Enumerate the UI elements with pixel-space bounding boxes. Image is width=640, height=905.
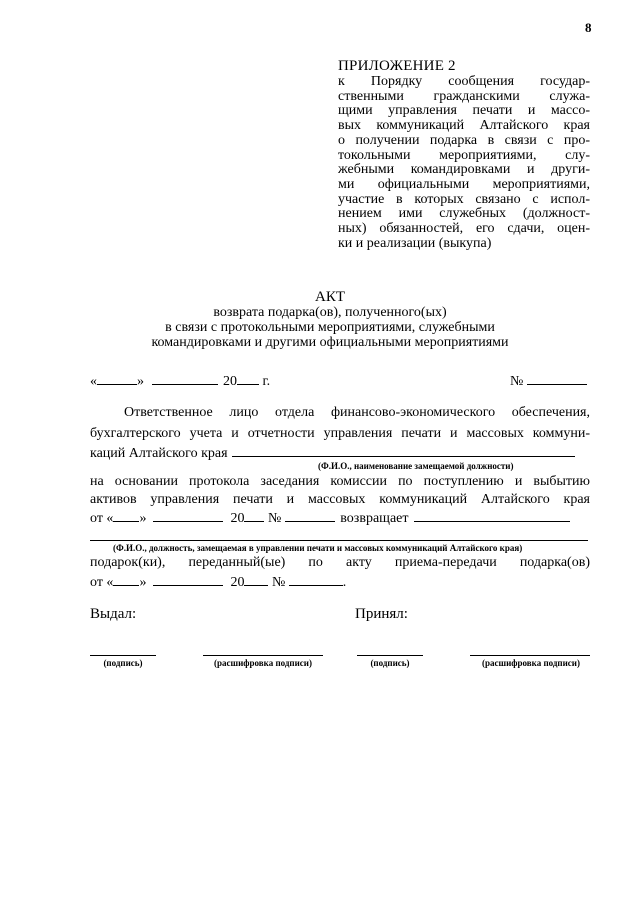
text-word: приема-передачи — [394, 555, 497, 570]
act-heading — [120, 290, 540, 350]
appendix-line: вых коммуникаций Алтайского края — [338, 118, 590, 134]
act-number-line — [510, 372, 587, 390]
text-line: Ответственное лицо отдела финансово-экономического обеспечения, — [124, 405, 590, 420]
transfer-number-blank[interactable] — [289, 573, 343, 586]
text-word: подарка(ов) — [519, 555, 590, 570]
returnee-blank[interactable] — [414, 509, 570, 522]
act-subtitle-line: в связи с протокольными мероприятиями, служебными — [165, 320, 495, 335]
appendix-line: ки и реализации (выкупа) — [338, 235, 492, 251]
text-fragment: 20 — [230, 511, 245, 526]
text-fragment: 20 — [230, 575, 245, 590]
appendix-line: ных) обязанностей, его сдачи, оцен- — [338, 221, 590, 237]
text-word: переданный(ые) — [188, 555, 286, 570]
text-line: бухгалтерского учета и отчетности управления печати и массовых коммуни- — [90, 426, 590, 441]
protocol-year-blank[interactable] — [244, 509, 264, 522]
responsible-person-blank[interactable] — [232, 444, 575, 457]
text-fragment: № — [267, 511, 282, 526]
returnee-full-line[interactable] — [90, 540, 588, 541]
act-subtitle-line: возврата подарка(ов), полученного(ых) — [213, 305, 447, 320]
text-fragment: от « — [90, 511, 114, 526]
protocol-day-blank[interactable] — [113, 509, 139, 522]
caption-fio-position: (Ф.И.О., наименование замещаемой должности) — [318, 461, 514, 471]
issued-label: Выдал: — [90, 606, 137, 622]
appendix-line: к Порядку сообщения государ- — [338, 74, 590, 89]
protocol-month-blank[interactable] — [153, 509, 223, 522]
gift-transfer-line — [90, 555, 590, 571]
page-number: 8 — [585, 20, 592, 35]
month-blank[interactable] — [152, 372, 218, 385]
protocol-date-line — [90, 509, 590, 527]
number-sign: № — [510, 374, 524, 389]
receiver-decoding-caption: (расшифровка подписи) — [482, 658, 580, 668]
text-fragment: . — [342, 575, 347, 590]
appendix-title: ПРИЛОЖЕНИЕ 2 — [338, 58, 456, 74]
transfer-year-blank[interactable] — [244, 573, 268, 586]
transfer-act-date-line — [90, 573, 590, 591]
receiver-signature-line[interactable] — [357, 655, 423, 656]
receiver-decoding-line[interactable] — [470, 655, 590, 656]
close-quote: » — [137, 374, 144, 389]
year-suffix: г. — [262, 374, 271, 389]
protocol-number-blank[interactable] — [285, 509, 335, 522]
text-word: по — [308, 555, 323, 570]
day-blank[interactable] — [97, 372, 137, 385]
receiver-signature-caption: (подпись) — [370, 658, 410, 668]
act-number-blank[interactable] — [527, 372, 587, 385]
text-line: на основании протокола заседания комиссии по поступлению и выбытию — [90, 474, 590, 489]
appendix-line: ми официальными мероприятиями, — [338, 176, 590, 192]
text-word: подарок(ки), — [90, 555, 166, 570]
year-blank[interactable] — [237, 372, 259, 385]
caption-fio-position-department: (Ф.И.О., должность, замещаемая в управлении печати и массовых коммуникаций Алтайского края) — [113, 543, 523, 553]
transfer-day-blank[interactable] — [113, 573, 139, 586]
text-fragment: » — [139, 511, 147, 526]
appendix-line: о получении подарка в связи с про- — [338, 132, 590, 148]
appendix-line: ственными гражданскими служа- — [338, 88, 590, 104]
issuer-decoding-line[interactable] — [203, 655, 323, 656]
appendix-line: жебными командировками и други- — [338, 162, 590, 178]
appendix-line: щими управления печати и массо- — [338, 103, 590, 119]
act-title: АКТ — [315, 289, 345, 305]
text-fragment: » — [139, 575, 147, 590]
appendix-line: нением ими служебных (должност- — [338, 206, 590, 222]
text-fragment: № — [271, 575, 286, 590]
appendix-line: участие в которых связано с испол- — [338, 191, 590, 207]
appendix-block — [338, 58, 590, 251]
act-subtitle-line: командировками и другими официальными мероприятиями — [151, 335, 509, 350]
paragraph-responsible — [90, 405, 590, 422]
appendix-text — [338, 75, 590, 251]
text-line-with-blank — [90, 444, 590, 462]
text-fragment: каций Алтайского края — [90, 446, 228, 461]
transfer-month-blank[interactable] — [153, 573, 223, 586]
year-prefix: 20 — [223, 374, 237, 389]
appendix-line: токольными мероприятиями, слу- — [338, 147, 590, 163]
text-fragment: возвращает — [340, 511, 409, 526]
issuer-signature-line[interactable] — [90, 655, 156, 656]
act-date-line — [90, 372, 270, 390]
text-line: активов управления печати и массовых коммуникаций Алтайского края — [90, 492, 590, 507]
issuer-signature-caption: (подпись) — [103, 658, 143, 668]
received-label: Принял: — [355, 606, 408, 622]
text-word: акту — [346, 555, 372, 570]
issuer-decoding-caption: (расшифровка подписи) — [214, 658, 312, 668]
text-fragment: от « — [90, 575, 114, 590]
open-quote: « — [90, 374, 97, 389]
